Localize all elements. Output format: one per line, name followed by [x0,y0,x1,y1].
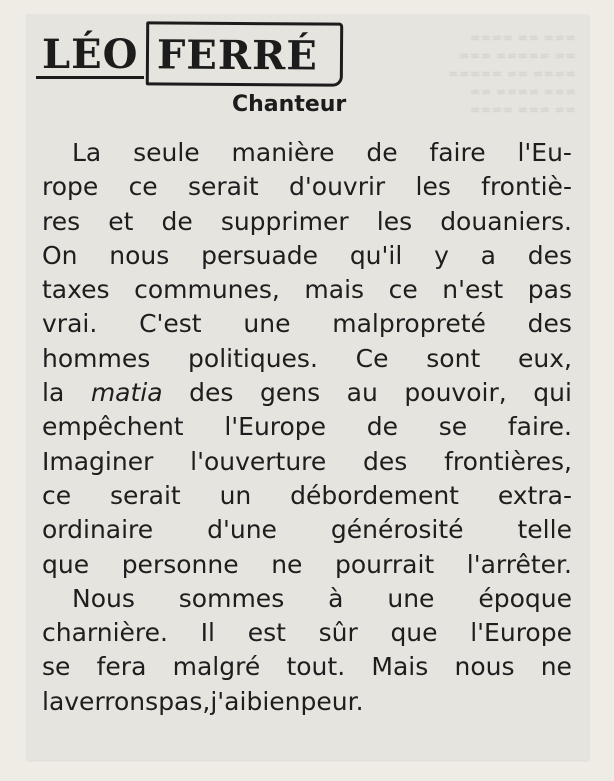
word: frontières, [444,446,572,476]
word: politiques. [188,343,318,373]
word: n'est [442,275,504,305]
word: a [480,240,496,270]
word: La [72,138,102,167]
word: à [328,583,344,613]
text-line [42,582,572,616]
word: pas [527,275,572,305]
word: est [247,618,286,648]
word: pourrait [335,549,435,579]
text-line [42,170,572,204]
word: taxes [42,275,110,305]
word: ordinaire [42,515,154,545]
word: se [42,652,71,682]
word: une [387,583,435,613]
word: mais [304,275,365,305]
word: sont [426,343,481,373]
word: matia [90,378,163,408]
word: des [527,240,572,270]
last-name-boxed: FERRÉ [146,21,343,86]
word: l'ouverture [190,446,327,476]
word: la [42,378,65,408]
text-line [42,548,572,582]
word: seule [133,138,200,167]
word: douaniers. [440,206,572,236]
word: sommes [178,583,285,613]
word: époque [478,583,572,613]
word: ne [271,549,303,579]
word: serait [187,172,259,202]
headline-name [36,18,343,92]
word: charnière. [42,618,168,648]
first-name: LÉO [36,18,144,79]
word: des [363,446,408,476]
word: l'Europe [224,412,327,442]
word: pas, [158,686,211,716]
word: que [390,618,438,648]
text-line [42,650,572,684]
word: Il [200,618,215,648]
word: tout. [286,652,346,682]
text-line [42,205,572,239]
text-line [42,136,572,170]
word: des [189,378,234,408]
word: malpropreté [332,309,486,339]
word: faire. [507,412,572,442]
word: Nous [72,583,135,613]
text-line [42,307,572,341]
word: empêchent [42,412,184,442]
word: fera [96,652,147,682]
word: que [42,549,90,579]
word: ce [42,480,72,510]
word: persuade [201,240,319,270]
word: Ce [355,343,389,373]
word: de [366,412,399,442]
word: verrons [64,686,159,716]
word: ce [128,172,158,202]
word: qu'il [349,240,403,270]
word: générosité [330,515,464,545]
word: bien [246,686,301,716]
word: eux, [518,343,572,373]
occupation-subtitle: Chanteur [232,92,347,117]
word: nous [109,240,170,270]
word: j'ai [210,686,247,716]
text-line [42,479,572,513]
text-line [42,685,572,719]
word: des [527,309,572,339]
word: gens [259,378,321,408]
bleed-through-texture: ≈≈≈ ≈≈ ≈≈≈≈ ≈≈ ≈≈≈≈≈ ≈≈≈ ≈≈≈≈ ≈≈ ≈≈≈≈≈ ≈≈≈ ≈≈≈≈ ≈≈ ≈≈ ≈≈≈ ≈≈≈≈ [447,31,576,118]
word: extra- [497,480,572,510]
word: les [376,206,413,236]
word: rope [42,172,99,202]
word: telle [517,515,572,545]
text-line [42,445,572,479]
word: au [346,378,378,408]
text-line [42,342,572,376]
word: communes, [134,275,280,305]
word: se [438,412,468,442]
word: un [219,480,252,510]
text-line [42,376,572,410]
word: pouvoir, [404,378,507,408]
word: On [42,240,78,270]
word: malgré [172,652,261,682]
word: l'arrêter. [466,549,572,579]
word: débordement [290,480,459,510]
word: manière [231,138,335,167]
word: serait [109,480,181,510]
word: hommes [42,343,151,373]
word: supprimer [220,206,349,236]
word: Mais [371,652,429,682]
word: de [366,138,398,167]
word: ne [540,652,572,682]
word: frontiè- [481,172,572,202]
word: y [434,240,449,270]
article-body [42,136,572,719]
word: Imaginer [42,446,154,476]
word: peur. [300,686,364,716]
word: vrai. [42,309,98,339]
text-line [42,616,572,650]
word: et [108,206,134,236]
word: faire [429,138,486,167]
text-line [42,239,572,273]
word: personne [121,549,239,579]
newspaper-clipping [26,14,588,760]
text-line [42,273,572,307]
word: sûr [318,618,358,648]
word: res [42,206,81,236]
word: d'ouvrir [289,172,386,202]
word: ce [388,275,418,305]
word: l'Eu- [517,138,572,167]
word: les [415,172,451,202]
word: d'une [207,515,277,545]
word: qui [533,378,572,408]
text-line [42,513,572,547]
word: l'Europe [470,618,572,648]
word: une [243,309,291,339]
word: la [42,686,65,716]
word: C'est [139,309,202,339]
word: nous [454,652,515,682]
word: de [161,206,193,236]
text-line [42,410,572,444]
